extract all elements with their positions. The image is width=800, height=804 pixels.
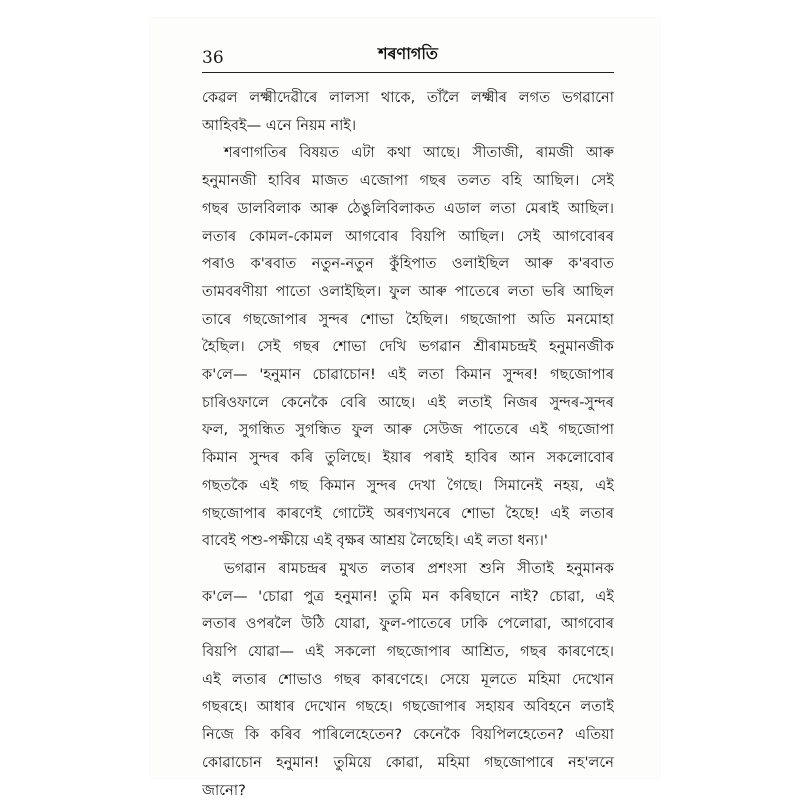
body-text [202, 84, 614, 804]
text-line: আহিবই— এনে নিয়ম নাই। [202, 116, 357, 134]
text-line: তাৰে গছজোপাৰ সুন্দৰ শোভা হৈছিল। গছজোপা অতি মনমোহা [202, 310, 614, 328]
text-line: গছৰ ডালবিলাক আৰু ঠেঙুলিবিলাকত এডাল লতা মেৰাই আছিল। [202, 199, 614, 217]
text-line: গছতকৈ এই গছ কিমান সুন্দৰ দেখা গৈছে। সিমানেই নহয়, এই [202, 476, 614, 494]
text-line: ভগৱান ৰামচন্দ্ৰৰ মুখত লতাৰ প্ৰশংসা শুনি সীতাই হনুমানক [224, 559, 614, 577]
text-line: পৰাও ক'ৰবাত নতুন-নতুন কুঁহিপাত ওলাইছিল আৰু ক'ৰবাত [202, 255, 614, 273]
text-line: এই লতাৰ শোভাও গছৰ কাৰণেহে। সেয়ে মূলতে মহিমা দেখোন [202, 670, 614, 688]
page-header [202, 40, 614, 73]
text-line: লতাৰ ওপৰলৈ উঠি যোৱা, ফুল-পাতেৰে ঢাকি পেলোৱা, আগবোৰ [202, 615, 614, 633]
text-line: গছৰহে। আধাৰ দেখোন গছহে। গছজোপাৰ সহায়ৰ অবিহনে লতাই [202, 698, 614, 716]
text-line: চাৰিওফালে কেনেকৈ বেৰি আছে। এই লতাই নিজৰ সুন্দৰ-সুন্দৰ [202, 393, 614, 411]
text-line: নিজে কি কৰিব পাৰিলেহেতেন? কেনেকৈ বিয়পিলহেতেন? এতিয়া [202, 726, 614, 744]
text-line: গছজোপাৰ কাৰণেই গোটেই অৰণ্যখনৰে শোভা হৈছে! এই লতাৰ [202, 504, 614, 522]
running-title: শৰণাগতি [378, 44, 438, 63]
text-line: কেৱল লক্ষ্মীদেৱীৰে লালসা থাকে, তাঁলৈ লক্ষ্মীৰ লগত ভগৱানো [202, 89, 614, 106]
text-line: ফল, সুগন্ধিত সুগন্ধিত ফুল আৰু সেউজ পাতেৰে এই গছজোপা [202, 421, 614, 439]
text-line: হৈছিল। সেই গছৰ শোভা দেখি ভগৱান শ্ৰীৰামচন্দ্ৰই হনুমানজীক [202, 338, 614, 356]
text-line: তামবৰণীয়া পাতো ওলাইছিল। ফুল আৰু পাতেৰে লতা ভৰি আছিল [202, 282, 614, 300]
text-line: বাবেই পশু-পক্ষীয়ে এই বৃক্ষৰ আশ্ৰয় লৈছেহি। এই লতা ধন্য।' [202, 532, 548, 550]
text-line: জানো? [202, 781, 246, 799]
text-line: ক'লে— 'চোৱা পুত্ৰ হনুমান! তুমি মন কৰিছানে নাই? চোৱা, এই [202, 587, 614, 605]
text-line: শৰণাগতিৰ বিষয়ত এটা কথা আছে। সীতাজী, ৰামজী আৰু [224, 144, 614, 162]
text-line: হনুমানজী হাবিৰ মাজত এজোপা গছৰ তলত বহি আছিল। সেই [202, 172, 614, 190]
text-line: বিয়পি যোৱা— এই সকলো গছজোপাৰ আশ্ৰিত, গছৰ কাৰণেহে। [202, 643, 614, 661]
page-number: 36 [202, 48, 224, 68]
text-line: কোৱাচোন হনুমান! তুমিয়ে কোৱা, মহিমা গছজোপাৰে নহ'লনে [202, 753, 614, 771]
book-page [150, 18, 660, 799]
text-line: লতাৰ কোমল-কোমল আগবোৰ বিয়পি আছিল। সেই আগবোৰৰ [202, 227, 614, 245]
text-line: কিমান সুন্দৰ কৰি তুলিছে। ইয়াৰ পৰাই হাবিৰ আন সকলোবোৰ [202, 449, 614, 467]
text-line: ক'লে— 'হনুমান চোৱাচোন! এই লতা কিমান সুন্দৰ! গছজোপাৰ [202, 366, 614, 384]
